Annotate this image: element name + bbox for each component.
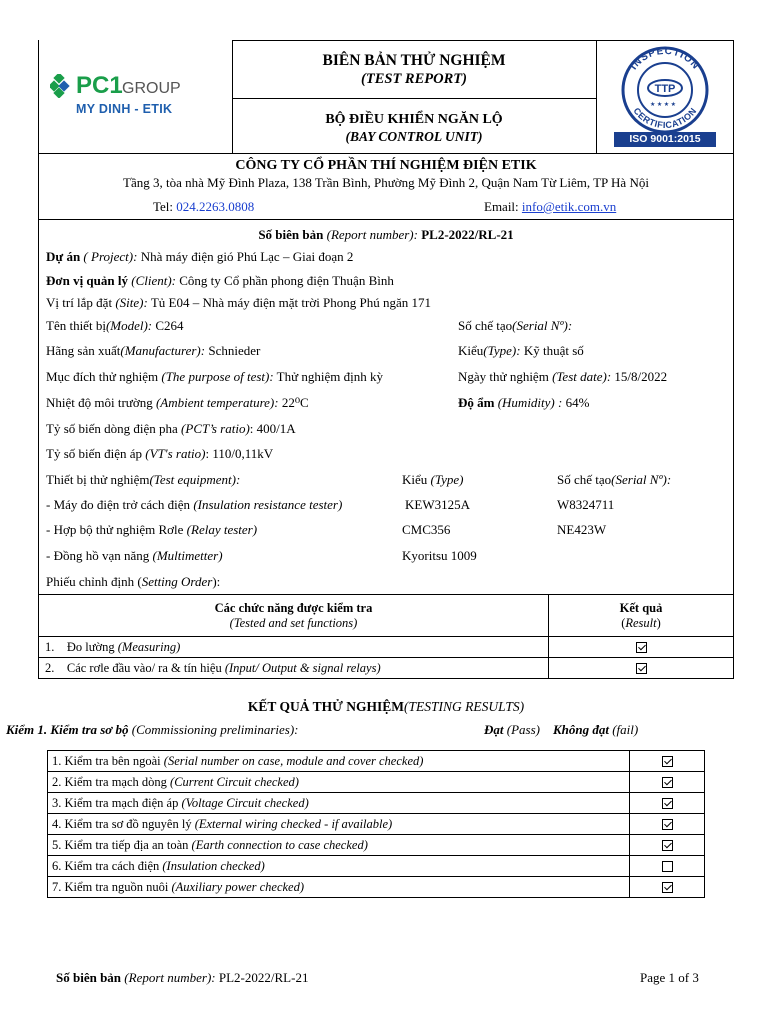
- email-link[interactable]: info@etik.com.vn: [521, 199, 617, 214]
- checkbox-checked[interactable]: [662, 882, 673, 893]
- functions-table: [38, 594, 734, 679]
- purpose-value: Thử nghiệm định kỳ: [273, 369, 384, 384]
- humidity-value: 64%: [562, 395, 590, 410]
- table-row: 4. Kiểm tra sơ đồ nguyên lý (External wiring checked - if available): [48, 814, 705, 835]
- pc1-diamond-icon: [50, 74, 74, 98]
- tel-label: Tel:: [153, 199, 177, 214]
- project-line: Dự án ( Project): Nhà máy điện gió Phú Lạc – Giai đoạn 2: [46, 249, 354, 264]
- seal-bottom-text: CERTIFICATION: [631, 105, 699, 131]
- result-header: Kết quả: [619, 600, 663, 615]
- project-value: Nhà máy điện gió Phú Lạc – Giai đoạn 2: [137, 249, 354, 264]
- check1-title: Kiểm 1. Kiểm tra sơ bộ (Commissioning preliminaries):: [6, 722, 299, 737]
- temperature-line: Nhiệt độ môi trường (Ambient temperature): 22⁰C: [46, 395, 309, 410]
- equipment-item: - Đồng hồ vạn năng (Multimetter): [46, 548, 223, 563]
- site-line: Vị trí lắp đặt (Site): Tủ E04 – Nhà máy điện mặt trời Phong Phú ngăn 171: [46, 295, 432, 310]
- checkbox-checked[interactable]: [662, 819, 673, 830]
- serial-line: Số chế tạo(Serial Nº):: [458, 318, 573, 333]
- equipment-type: KEW3125A: [405, 497, 470, 512]
- report-number: PL2-2022/RL-21: [421, 227, 514, 242]
- purpose-line: Mục đích thử nghiệm (The purpose of test): Thử nghiệm định kỳ: [46, 369, 384, 384]
- result-header-en: (Result): [621, 615, 661, 630]
- equipment-serial: NE423W: [557, 522, 607, 537]
- test-date-value: 15/8/2022: [611, 369, 668, 384]
- manufacturer-line: Hãng sản xuất(Manufacturer): Schnieder: [46, 343, 261, 358]
- table-row: 7. Kiểm tra nguồn nuôi (Auxiliary power checked): [48, 877, 705, 898]
- functions-header-en: (Tested and set functions): [229, 615, 358, 630]
- vt-value: : 110/0,11kV: [205, 446, 274, 461]
- table-row: 3. Kiểm tra mạch điện áp (Voltage Circuit checked): [48, 793, 705, 814]
- site-value: Tủ E04 – Nhà máy điện mặt trời Phong Phú ngăn 171: [147, 295, 432, 310]
- table-row: 1. Đo lường (Measuring): [39, 637, 734, 658]
- pct-value: : 400/1A: [249, 421, 296, 436]
- setting-order-line: Phiếu chỉnh định (Setting Order):: [46, 574, 221, 589]
- logo-brand: PC1: [76, 72, 123, 99]
- page-number: Page 1 of 3: [640, 970, 699, 985]
- checkbox-checked[interactable]: [636, 642, 647, 653]
- temperature-value: 22⁰C: [278, 395, 309, 410]
- equipment-item: - Máy đo điện trở cách điện (Insulation resistance tester): [46, 497, 343, 512]
- device-title-en: (BAY CONTROL UNIT): [345, 129, 483, 144]
- model-line: Tên thiết bị(Model): C264: [46, 318, 184, 333]
- report-title: BIÊN BẢN THỬ NGHIỆM: [322, 52, 506, 69]
- client-value: Công ty Cổ phần phong điện Thuận Bình: [176, 273, 394, 288]
- device-title: BỘ ĐIỀU KHIỂN NGĂN LỘ: [325, 112, 503, 127]
- equipment-type: CMC356: [402, 522, 451, 537]
- footer-report-number: Số biên bản (Report number): PL2-2022/RL-21: [56, 970, 309, 985]
- report-title-en: (TEST REPORT): [361, 71, 467, 87]
- type-line: Kiểu(Type): Kỹ thuật số: [458, 343, 584, 358]
- company-name: CÔNG TY CỔ PHẦN THÍ NGHIỆM ĐIỆN ETIK: [235, 158, 537, 173]
- humidity-line: Độ ẩm (Humidity) : 64%: [458, 395, 590, 410]
- table-row: 2. Các rơle đầu vào/ ra & tín hiệu (Input/ Output & signal relays): [39, 658, 734, 679]
- equipment-serial-header: Số chế tạo(Serial Nº):: [557, 472, 672, 487]
- table-row: 5. Kiểm tra tiếp địa an toàn (Earth connection to case checked): [48, 835, 705, 856]
- model-value: C264: [152, 318, 184, 333]
- checkbox-checked[interactable]: [636, 663, 647, 674]
- equipment-item: - Hợp bộ thử nghiệm Rơle (Relay tester): [46, 522, 258, 537]
- company-address: Tầng 3, tòa nhà Mỹ Đình Plaza, 138 Trần Bình, Phường Mỹ Đình 2, Quận Nam Từ Liêm, TP Hà Nội: [123, 175, 649, 190]
- equipment-header: Thiết bị thử nghiệm(Test equipment):: [46, 472, 241, 487]
- inspection-certification-seal: [604, 44, 726, 150]
- table-row: 6. Kiểm tra cách điện (Insulation checked): [48, 856, 705, 877]
- svg-text:INSPECTION: [628, 46, 701, 72]
- company-logo: [48, 74, 208, 124]
- vt-line: Tỷ số biến điện áp (VT's ratio): 110/0,11kV: [46, 446, 274, 461]
- checkbox-checked[interactable]: [662, 840, 673, 851]
- table-row: 2. Kiểm tra mạch dòng (Current Circuit checked): [48, 772, 705, 793]
- tel-link[interactable]: 024.2263.0808: [176, 199, 255, 214]
- logo-subtitle: MY DINH - ETIK: [76, 102, 173, 116]
- equipment-type: Kyoritsu 1009: [402, 548, 477, 563]
- checkbox-checked[interactable]: [662, 777, 673, 788]
- functions-header-row: [39, 595, 734, 637]
- test-date-line: Ngày thử nghiệm (Test date): 15/8/2022: [458, 369, 668, 384]
- pass-fail-line: Đạt (Pass) Không đạt (fail): [484, 722, 639, 737]
- logo-group: GROUP: [122, 80, 181, 97]
- checkbox-checked[interactable]: [662, 756, 673, 767]
- email-label: Email:: [484, 199, 522, 214]
- equipment-serial: W8324711: [557, 497, 615, 512]
- client-line: Đơn vị quản lý (Client): Công ty Cổ phần phong điện Thuận Bình: [46, 273, 394, 288]
- functions-header: Các chức năng được kiểm tra: [214, 600, 373, 615]
- type-value: Kỹ thuật số: [520, 343, 584, 358]
- seal-top-text: INSPECTION: [628, 45, 702, 73]
- svg-text:★ ★ ★ ★: ★ ★ ★ ★: [650, 102, 677, 108]
- preliminary-checks-table: [47, 750, 705, 898]
- seal-center-text: TTP: [654, 83, 676, 95]
- equipment-type-header: Kiểu (Type): [402, 472, 464, 487]
- testing-results-title: KẾT QUẢ THỬ NGHIỆM(TESTING RESULTS): [247, 699, 525, 714]
- manufacturer-value: Schnieder: [205, 343, 261, 358]
- pct-line: Tỷ số biến dòng điện pha (PCT’s ratio): 400/1A: [46, 421, 296, 436]
- table-row: 1. Kiểm tra bên ngoài (Serial number on case, module and cover checked): [48, 751, 705, 772]
- report-number-line: Số biên bản (Report number): PL2-2022/RL-21: [258, 227, 514, 242]
- checkbox-unchecked[interactable]: [662, 861, 673, 872]
- iso-label: ISO 9001:2015: [614, 132, 716, 147]
- checkbox-checked[interactable]: [662, 798, 673, 809]
